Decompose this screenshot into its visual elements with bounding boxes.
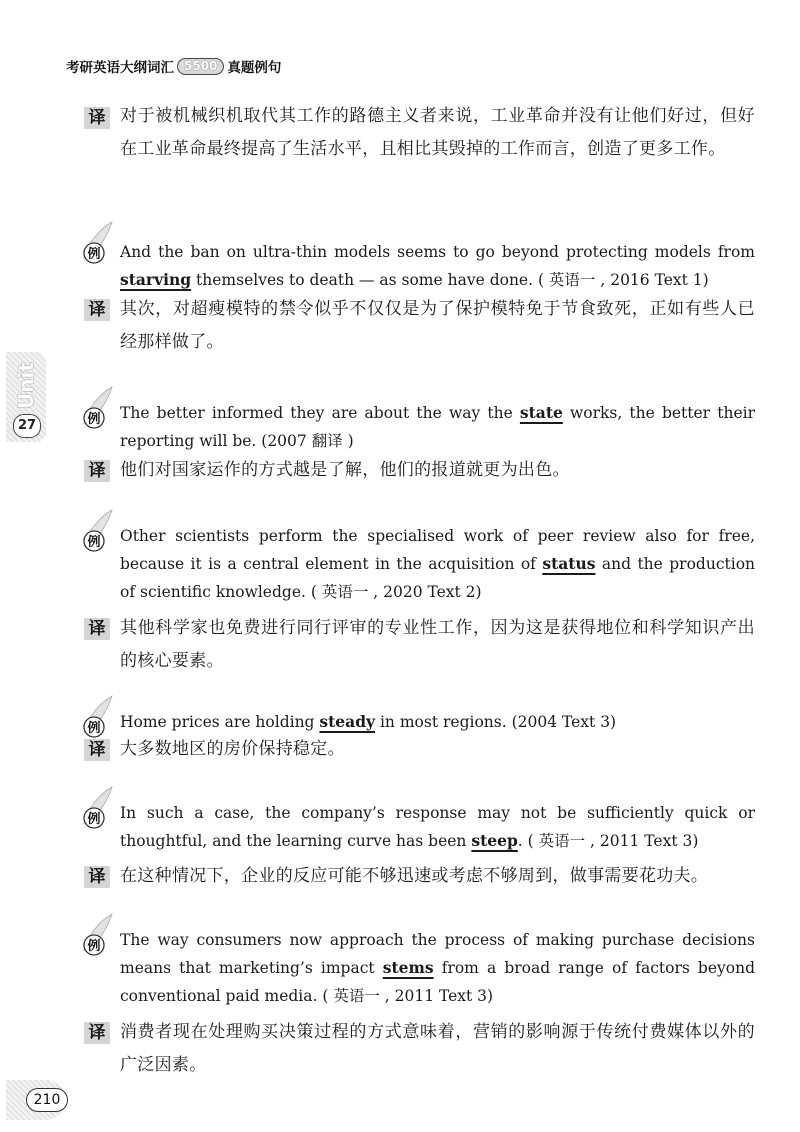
example-sentence: Other scientists perform the specialised work of peer review also for free, because it is a central element in the acquisition of status and the production of scientific knowledge. ( 英语一 , 2020 Text 2) (120, 527, 756, 601)
unit-label: Unit (14, 362, 38, 410)
example-feather-icon (78, 785, 118, 831)
keyword: steady (319, 712, 376, 731)
keyword: steep (471, 831, 518, 850)
page-number: 210 (26, 1088, 68, 1112)
keyword: state (519, 403, 563, 422)
example-feather-icon (78, 508, 118, 554)
keyword: starving (120, 270, 192, 289)
translation-marker: 译 (84, 866, 110, 888)
translation-text: 对于被机械织机取代其工作的路德主义者来说，工业革命并没有让他们好过，但好在工业革命最终提高了生活水平，且相比其毁掉的工作而言，创造了更多工作。 (120, 106, 755, 159)
translation-text: 大多数地区的房价保持稳定。 (120, 739, 345, 759)
example-feather-icon (78, 220, 118, 266)
translation-marker: 译 (84, 299, 110, 321)
example-label: 例 (87, 247, 101, 262)
example-sentence: And the ban on ultra-thin models seems to go beyond protecting models from starving themselves to death — as some have done. ( 英语一 , 2016 Text 1) (120, 243, 755, 289)
header-title: 考研英语大纲词汇 (66, 60, 174, 76)
unit-number: 27 (13, 414, 41, 438)
example-sentence: The way consumers now approach the process of making purchase decisions means that marketing’s impact stems from a broad range of factors beyond conventional paid media. ( 英语一 , 2011 Text 3) (120, 931, 755, 1005)
translation-marker: 译 (84, 1022, 110, 1044)
example-label: 例 (87, 721, 101, 736)
example-feather-icon (78, 385, 118, 431)
unit-tab (6, 352, 46, 442)
example-sentence: The better informed they are about the way the state works, the better their reporting will be. (2007 翻译 ) (120, 403, 755, 450)
page-number-tab (6, 1080, 66, 1120)
translation-text: 其次，对超瘦模特的禁令似乎不仅仅是为了保护模特免于节食致死，正如有些人已经那样做了。 (120, 299, 755, 352)
example-label: 例 (87, 535, 101, 550)
translation-marker: 译 (84, 107, 110, 129)
translation-marker: 译 (84, 460, 110, 482)
translation-text: 其他科学家也免费进行同行评审的专业性工作，因为这是获得地位和科学知识产出的核心要素。 (120, 618, 755, 671)
keyword: stems (382, 958, 434, 977)
keyword: status (542, 554, 596, 573)
running-header (66, 56, 281, 76)
header-subtitle: 真题例句 (227, 60, 282, 76)
translation-marker: 译 (84, 739, 110, 761)
header-badge: 5500 (177, 58, 224, 75)
example-sentence: In such a case, the company’s response may not be sufficiently quick or thoughtful, and the learning curve has been steep. ( 英语一 , 2011 Text 3) (120, 804, 755, 850)
example-label: 例 (87, 812, 101, 827)
translation-text: 他们对国家运作的方式越是了解，他们的报道就更为出色。 (120, 460, 570, 480)
example-feather-icon (78, 912, 118, 958)
example-sentence: Home prices are holding steady in most regions. (2004 Text 3) (120, 712, 617, 731)
translation-text: 在这种情况下，企业的反应可能不够迅速或考虑不够周到，做事需要花功夫。 (120, 866, 709, 886)
translation-marker: 译 (84, 618, 110, 640)
translation-text: 消费者现在处理购买决策过程的方式意味着，营销的影响源于传统付费媒体以外的广泛因素。 (120, 1022, 755, 1075)
example-label: 例 (87, 939, 101, 954)
example-label: 例 (87, 412, 101, 427)
example-feather-icon (78, 694, 118, 740)
